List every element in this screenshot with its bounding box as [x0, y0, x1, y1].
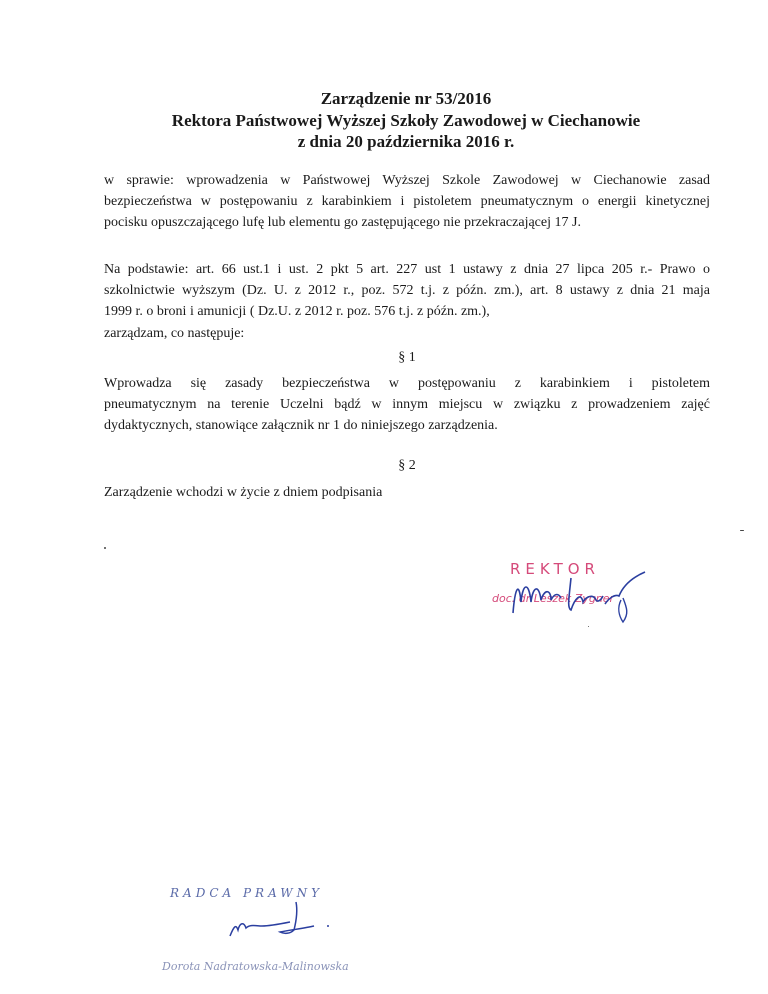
rektor-stamp-name: doc. dr Leszek Zygner	[492, 592, 615, 605]
subject-line: w sprawie: wprowadzenia w Państwowej Wyższej Szkole Zawodowej w Ciechanowie zasad	[104, 173, 710, 188]
stray-dot	[104, 547, 106, 549]
section-2-paragraph	[104, 482, 710, 503]
legal-advisor-stamp-title: RADCA PRAWNY	[170, 886, 324, 900]
subject-line: bezpieczeństwa w postępowaniu z karabinkiem i pistoletem pneumatycznym o energii kinetycznej	[104, 194, 710, 209]
section-1-line: Wprowadza się zasady bezpieczeństwa w postępowaniu z karabinkiem i pistoletem	[104, 376, 710, 391]
rektor-signature-icon	[505, 568, 665, 628]
order-intro-text: zarządzam, co następuje:	[104, 326, 245, 341]
legal-basis-line: Na podstawie: art. 66 ust.1 i ust. 2 pkt 5 art. 227 ust 1 ustawy z dnia 27 lipca 205 r.- Prawo o	[104, 262, 710, 277]
legal-advisor-signature-icon	[210, 896, 340, 946]
section-1-line: pneumatycznym na terenie Uczelni bądź w innym miejscu w związku z prowadzeniem zajęć	[104, 397, 710, 412]
section-1-line: dydaktycznych, stanowiące załącznik nr 1 do niniejszego zarządzenia.	[104, 418, 498, 433]
stray-mark	[740, 530, 744, 531]
subject-line: pocisku opuszczającego lufę lub elementu go zastępującego nie przekraczającej 17 J.	[104, 215, 581, 230]
document-issuer: Rektora Państwowej Wyższej Szkoły Zawodowej w Ciechanowie	[171, 111, 641, 130]
legal-advisor-stamp-name: Dorota Nadratowska-Malinowska	[162, 960, 349, 973]
order-intro	[104, 323, 710, 344]
legal-basis-line: szkolnictwie wyższym (Dz. U. z 2012 r., poz. 572 t.j. z późn. zm.), art. 8 ustawy z dnia 21 maja	[104, 283, 710, 298]
stray-dot	[588, 626, 589, 627]
section-number: § 2	[398, 458, 416, 473]
section-number: § 1	[398, 350, 416, 365]
section-1-paragraph	[104, 373, 710, 436]
document-date: z dnia 20 października 2016 r.	[297, 132, 515, 151]
rektor-stamp-title: REKTOR	[510, 560, 600, 578]
subject-paragraph	[104, 170, 710, 233]
section-2-line: Zarządzenie wchodzi w życie z dniem podpisania	[104, 485, 383, 500]
document-title: Zarządzenie nr 53/2016	[320, 89, 492, 108]
legal-basis-paragraph	[104, 259, 710, 322]
legal-basis-line: 1999 r. o broni i amunicji ( Dz.U. z 2012 r. poz. 576 t.j. z późn. zm.),	[104, 304, 490, 319]
